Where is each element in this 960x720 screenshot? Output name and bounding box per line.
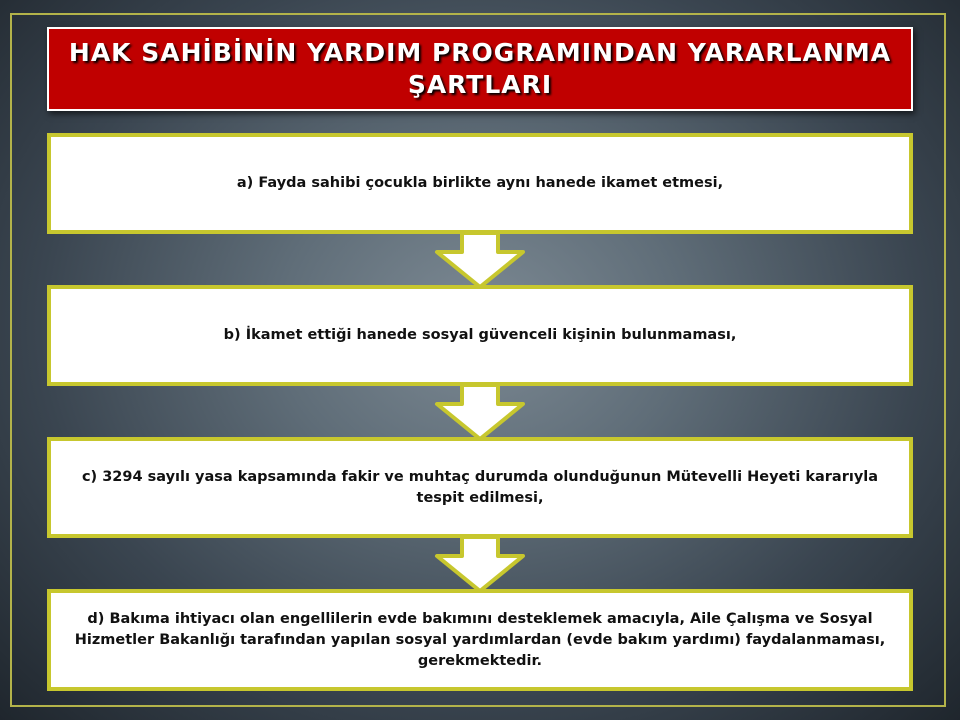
slide-title: HAK SAHİBİNİN YARDIM PROGRAMINDAN YARARLANMA ŞARTLARI — [68, 38, 892, 99]
title-banner — [47, 27, 913, 111]
condition-box-c — [47, 437, 913, 538]
condition-box-b — [47, 285, 913, 386]
condition-box-d — [47, 589, 913, 691]
condition-text-c: c) 3294 sayılı yasa kapsamında fakir ve muhtaç durumda olunduğunun Mütevelli Heyeti kararıyla tespit edilmesi, — [81, 468, 879, 506]
condition-box-a — [47, 133, 913, 234]
condition-text-a: a) Fayda sahibi çocukla birlikte aynı hanede ikamet etmesi, — [236, 175, 724, 191]
condition-text-b: b) İkamet ettiği hanede sosyal güvenceli kişinin bulunmaması, — [223, 327, 737, 343]
down-arrow-icon — [432, 534, 528, 594]
condition-text-d: d) Bakıma ihtiyacı olan engellilerin evde bakımını desteklemek amacıyla, Aile Çalışma ve Sosyal Hizmetler Bakanlığı tarafından yapılan sosyal yardımlardan (evde bakım yardımı) faydalanmaması, gerekmektedir. — [74, 610, 886, 669]
down-arrow-icon — [432, 382, 528, 442]
down-arrow-icon — [432, 230, 528, 290]
